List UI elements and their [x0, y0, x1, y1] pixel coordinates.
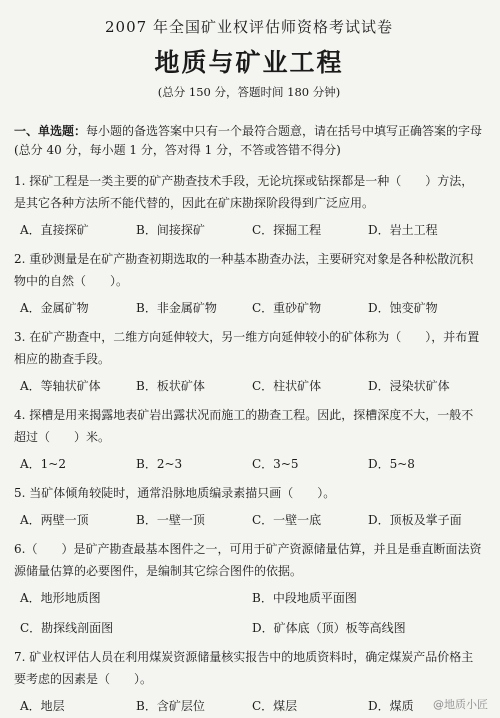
- answer-option: B．2~3: [136, 457, 183, 471]
- answer-option: C．煤层: [252, 699, 298, 713]
- option-list: [14, 298, 484, 318]
- answer-option: D．蚀变矿物: [368, 301, 438, 315]
- section-instructions: [14, 122, 484, 160]
- section-heading: 一、单选题：: [14, 124, 87, 138]
- section-instruction: 每小题的备选答案中只有一个最符合题意，请在括号中填写正确答案的字母(总分 40 分，每小题 1 分，答对得 1 分，不答或答错不得分): [14, 124, 483, 157]
- option-list: [14, 588, 484, 638]
- answer-option: B．间接探矿: [136, 223, 205, 237]
- question-stem: 3. 在矿产勘查中，二维方向延伸较大，另一维方向延伸较小的矿体称为（ ），并布置相应的勘查手段。: [14, 330, 480, 366]
- answer-option: A．地形地质图: [20, 591, 101, 605]
- question-4: [14, 404, 484, 474]
- exam-title: 2007 年全国矿业权评估师资格考试试卷: [105, 18, 393, 36]
- question-stem: 5. 当矿体倾角较陡时，通常沿脉地质编录素描只画（ ）。: [14, 486, 336, 500]
- question-stem: 6.（ ）是矿产勘查最基本图件之一，可用于矿产资源储量估算，并且是垂直断面法资源储量估算的必要图件，是编制其它综合图件的依据。: [14, 542, 482, 578]
- answer-option: D．顶板及掌子面: [368, 513, 462, 527]
- option-list: [14, 454, 484, 474]
- answer-option: D．5~8: [368, 457, 415, 471]
- answer-option: A．金属矿物: [20, 301, 89, 315]
- watermark: @地质小匠: [433, 698, 488, 711]
- answer-option: A．地层: [20, 699, 65, 713]
- answer-option: C．探掘工程: [252, 223, 322, 237]
- score-note: (总分 150 分，答题时间 180 分钟): [157, 85, 341, 99]
- answer-option: D．矿体底（顶）板等高线图: [252, 621, 406, 635]
- answer-option: C．重砂矿物: [252, 301, 322, 315]
- answer-option: C．勘探线剖面图: [20, 621, 114, 635]
- option-list: [14, 220, 484, 240]
- question-stem: 2. 重砂测量是在矿产勘查初期选取的一种基本勘查办法，主要研究对象是各种松散沉积物中的自然（ ）。: [14, 252, 474, 288]
- option-list: [14, 376, 484, 396]
- answer-option: A．1~2: [20, 457, 66, 471]
- answer-option: C．一壁一底: [252, 513, 322, 527]
- answer-option: A．直接探矿: [20, 223, 89, 237]
- question-5: [14, 482, 484, 530]
- option-list: [14, 696, 484, 716]
- answer-option: D．岩土工程: [368, 223, 438, 237]
- answer-option: C．3~5: [252, 457, 299, 471]
- question-stem: 1. 探矿工程是一类主要的矿产勘查技术手段，无论坑探或钻探都是一种（ ）方法，是其它各种方法所不能代替的，因此在矿床勘探阶段得到广泛应用。: [14, 174, 474, 210]
- answer-option: B．板状矿体: [136, 379, 205, 393]
- question-list: [14, 170, 484, 716]
- answer-option: D．煤质: [368, 699, 414, 713]
- answer-option: C．柱状矿体: [252, 379, 322, 393]
- subject-title: 地质与矿业工程: [154, 48, 344, 77]
- question-6: [14, 538, 484, 638]
- question-stem: 4. 探槽是用来揭露地表矿岩出露状况而施工的勘查工程。因此，探槽深度不大，一般不超过（ ）米。: [14, 408, 474, 444]
- option-list: [14, 510, 484, 530]
- question-stem: 7. 矿业权评估人员在利用煤炭资源储量核实报告中的地质资料时，确定煤炭产品价格主要考虑的因素是（ ）。: [14, 650, 474, 686]
- answer-option: B．中段地质平面图: [252, 591, 357, 605]
- answer-option: B．非金属矿物: [136, 301, 217, 315]
- question-2: [14, 248, 484, 318]
- answer-option: A．等轴状矿体: [20, 379, 101, 393]
- question-1: [14, 170, 484, 240]
- question-3: [14, 326, 484, 396]
- answer-option: D．浸染状矿体: [368, 379, 450, 393]
- answer-option: B．含矿层位: [136, 699, 205, 713]
- answer-option: B．一壁一顶: [136, 513, 205, 527]
- question-7: [14, 646, 484, 716]
- answer-option: A．两壁一顶: [20, 513, 89, 527]
